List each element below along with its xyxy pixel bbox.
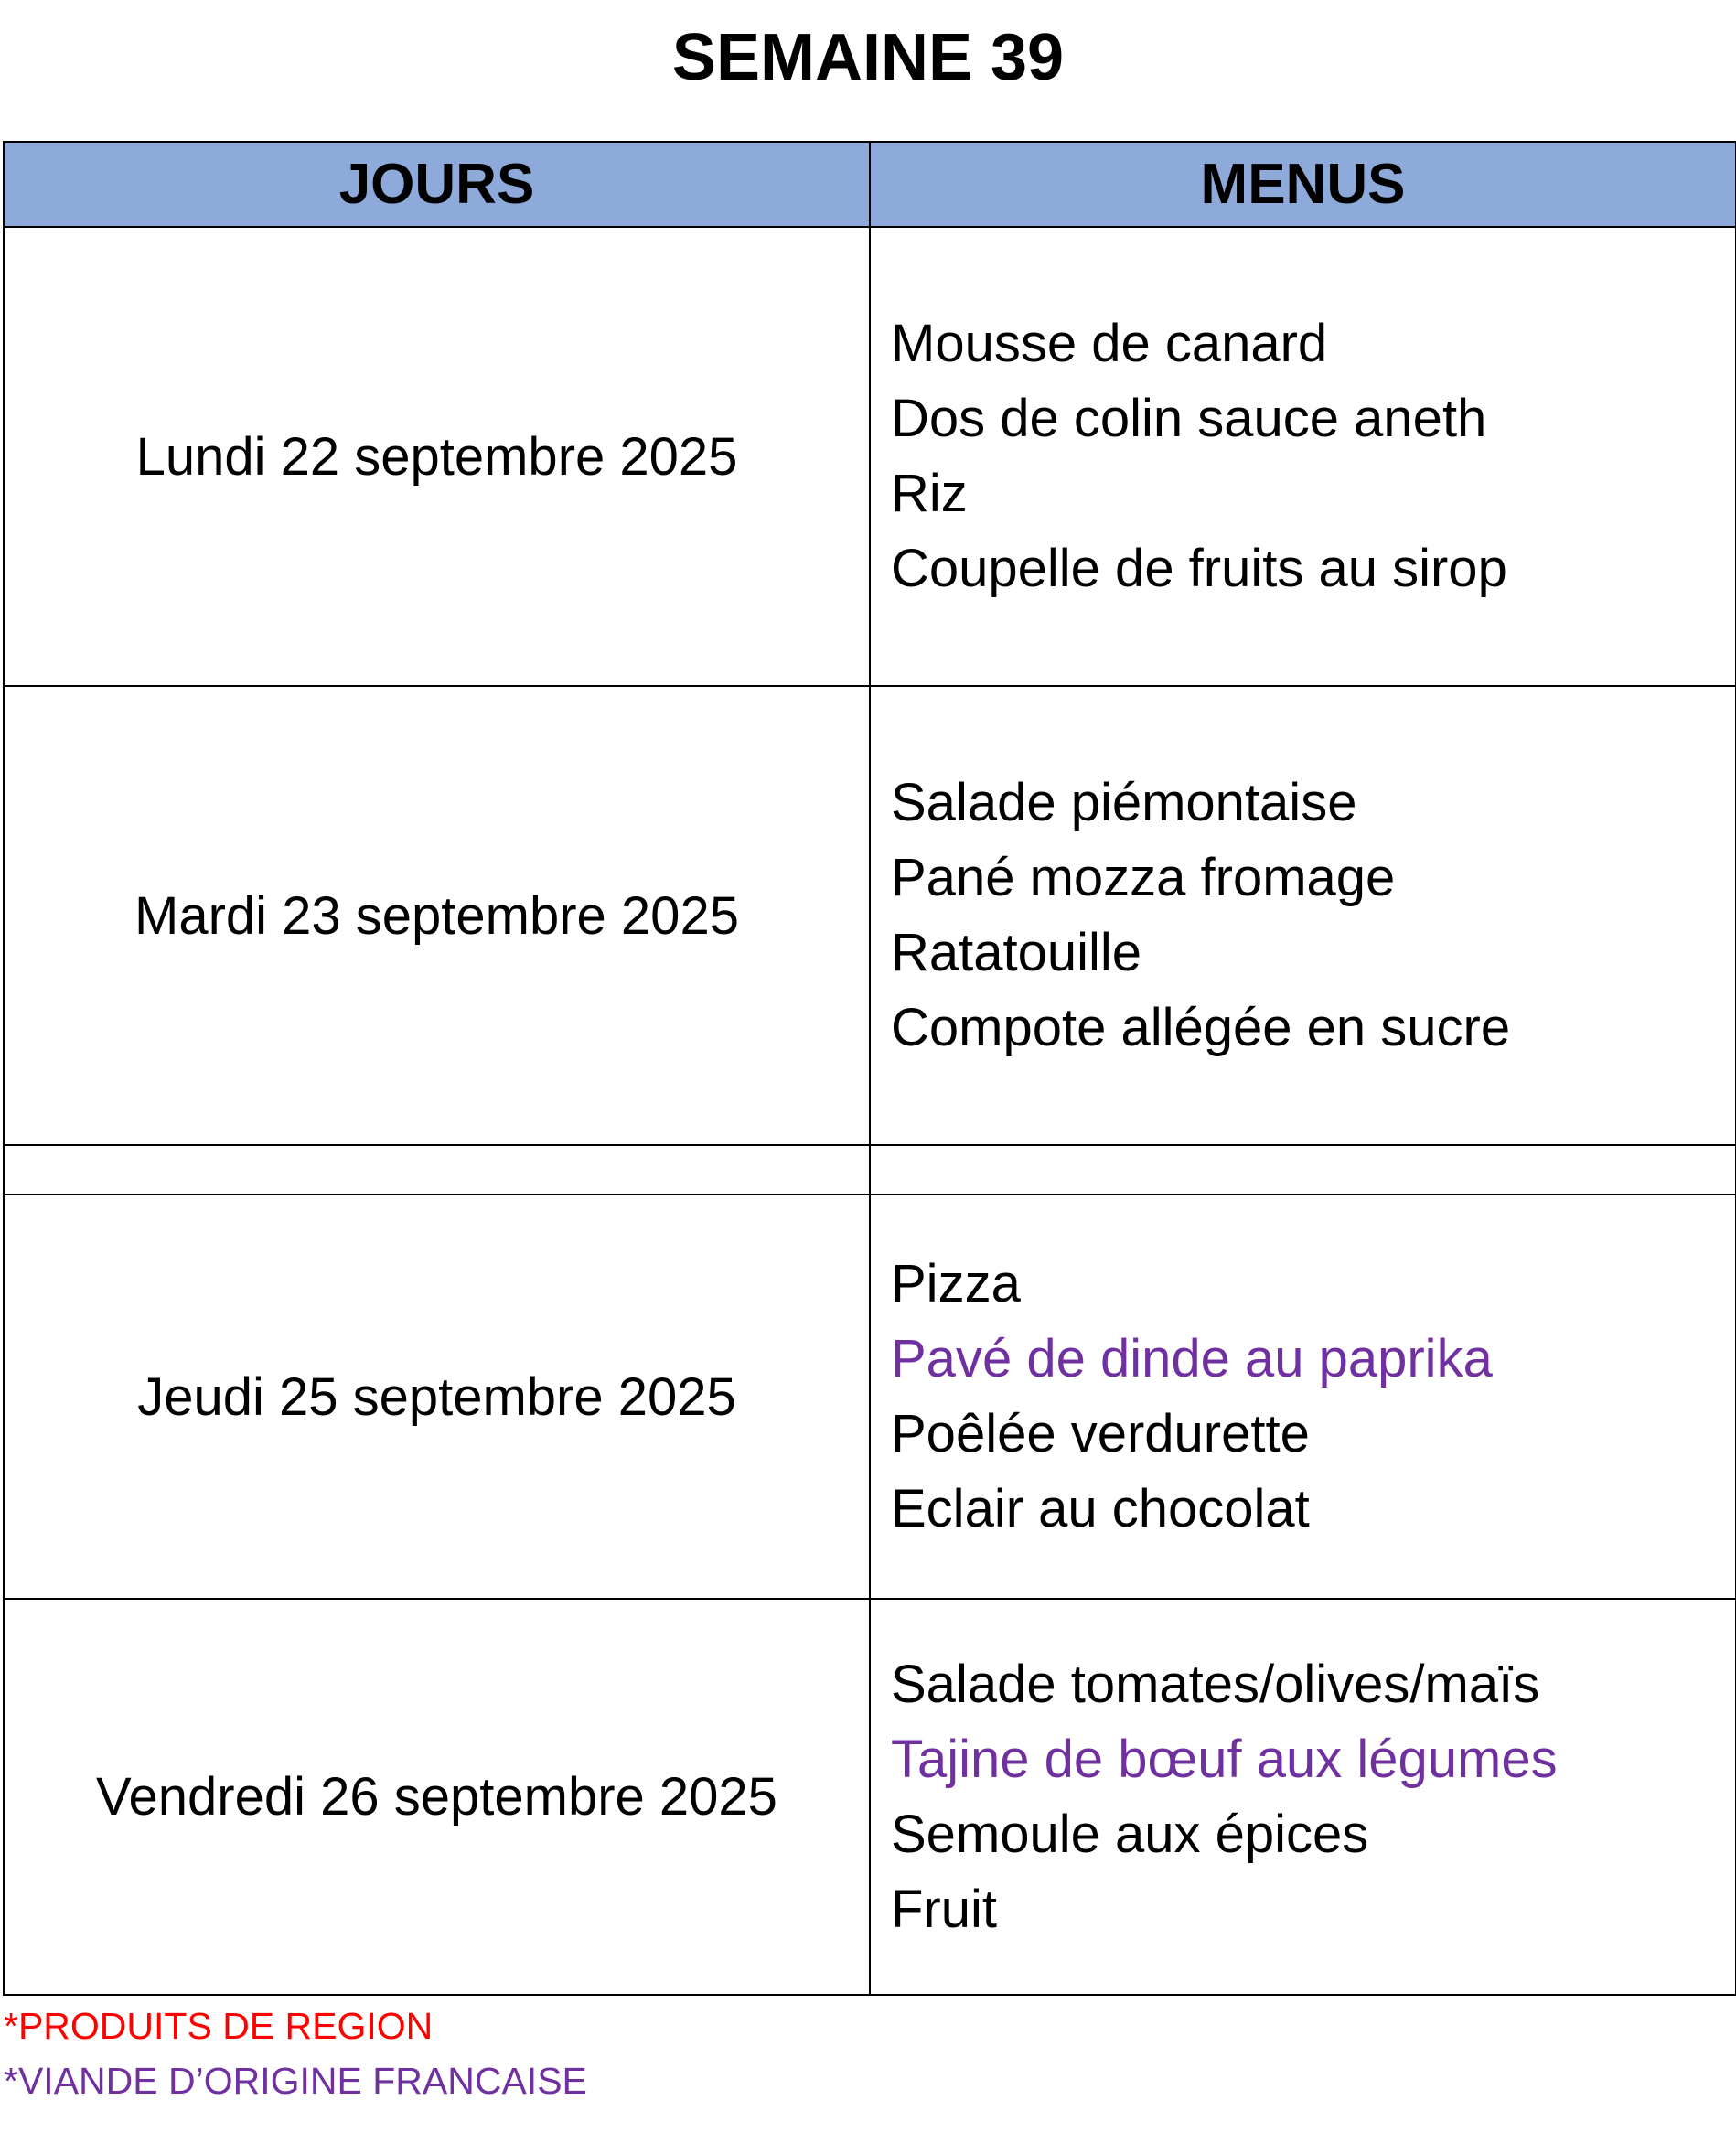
empty-day-cell [4,1145,870,1195]
legend-regional: *PRODUITS DE REGION [4,2005,434,2047]
table-row [4,1599,1736,1995]
header-days: JOURS [4,142,870,227]
table-row [4,686,1736,1145]
menu-item: Dos de colin sauce aneth [891,389,1487,448]
table-row [4,227,1736,686]
menu-cell [870,1599,1736,1995]
day-cell: Mardi 23 septembre 2025 [4,686,870,1145]
menu-item: Ratatouille [891,923,1142,982]
menu-item: Poêlée verdurette [891,1404,1310,1463]
menu-cell [870,227,1736,686]
menu-item: Fruit [891,1879,997,1939]
menu-item: Coupelle de fruits au sirop [891,539,1507,598]
menu-item: Pizza [891,1254,1021,1313]
menu-item: Eclair au chocolat [891,1479,1310,1538]
table-header-row [4,142,1736,227]
day-cell: Jeudi 25 septembre 2025 [4,1195,870,1599]
menu-item: Pané mozza fromage [891,848,1396,907]
menu-cell [870,686,1736,1145]
table-row [4,1195,1736,1599]
day-cell: Lundi 22 septembre 2025 [4,227,870,686]
empty-table-row [4,1145,1736,1195]
menu-table [3,141,1736,1996]
menu-item: Salade piémontaise [891,773,1357,832]
menu-item: Compote allégée en sucre [891,998,1511,1057]
legend-french-meat: *VIANDE D’ORIGINE FRANCAISE [4,2060,587,2102]
page-title: SEMAINE 39 [671,21,1065,94]
header-menus: MENUS [870,142,1736,227]
menu-item-french-meat: Tajine de bœuf aux légumes [891,1729,1558,1789]
menu-item: Semoule aux épices [891,1804,1369,1864]
menu-item: Salade tomates/olives/maïs [891,1654,1540,1714]
menu-item: Mousse de canard [891,314,1328,373]
menu-item: Riz [891,464,968,523]
empty-menu-cell [870,1145,1736,1195]
menu-item-french-meat: Pavé de dinde au paprika [891,1329,1493,1388]
menu-cell [870,1195,1736,1599]
day-cell: Vendredi 26 septembre 2025 [4,1599,870,1995]
